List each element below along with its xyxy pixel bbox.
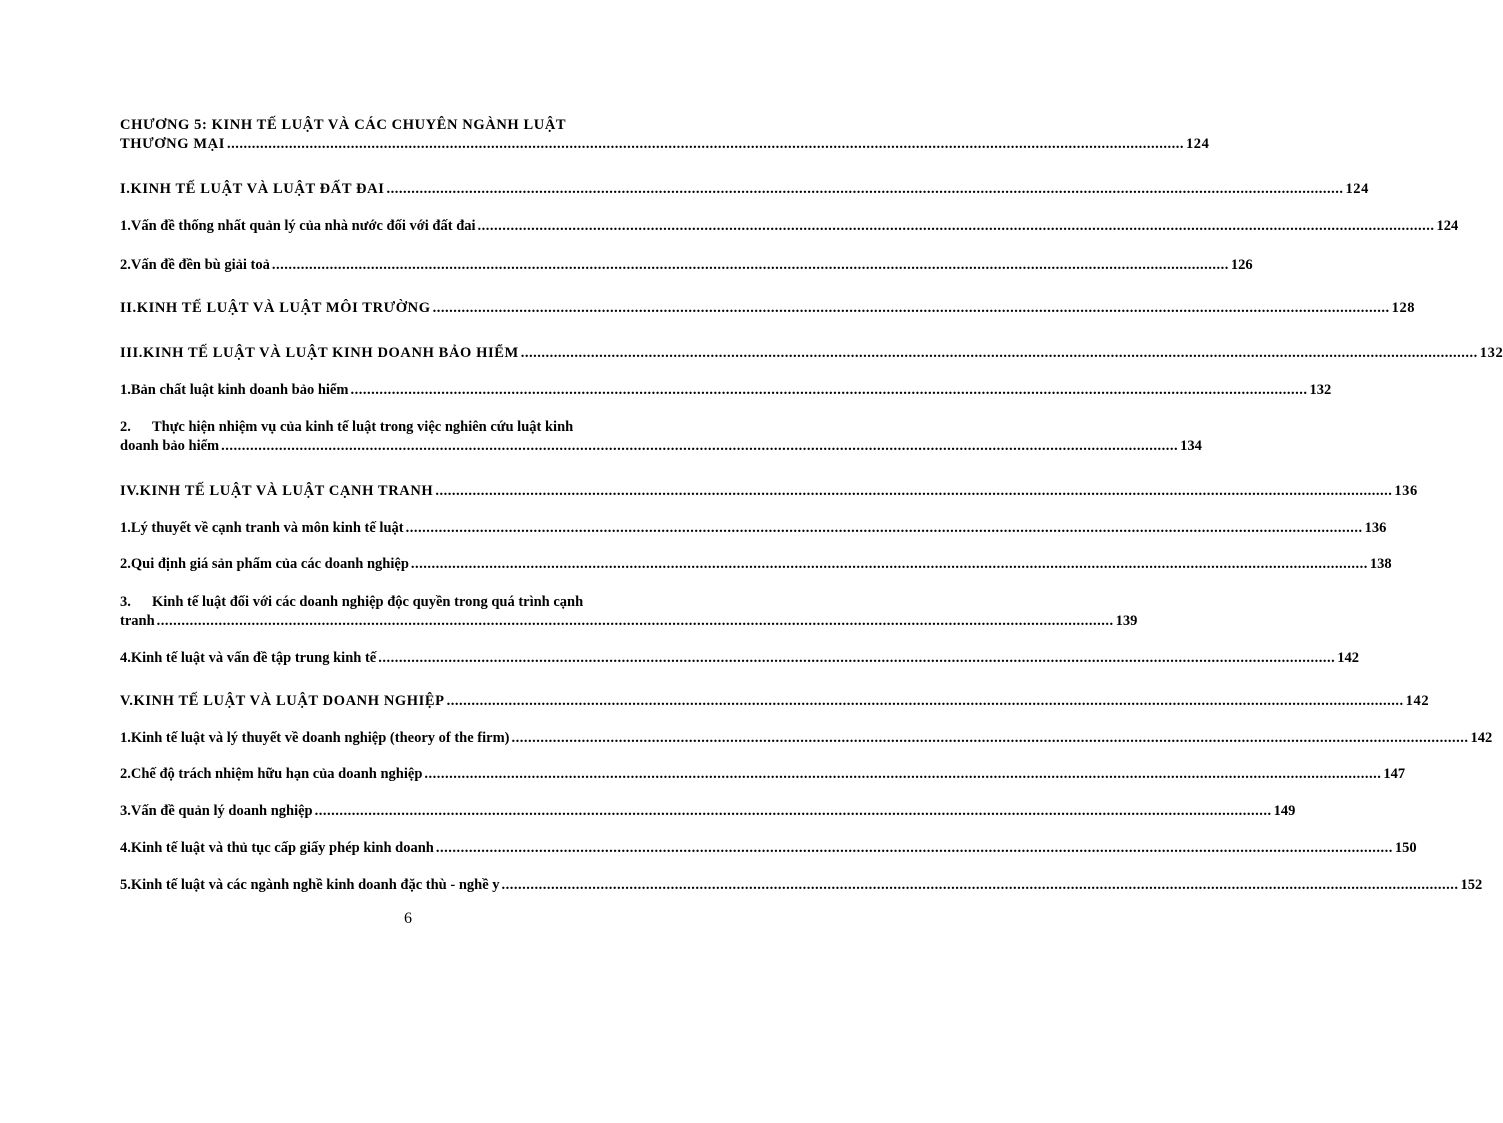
toc-entry-title: Kinh tế luật và vấn đề tập trung kinh tế bbox=[130, 650, 377, 666]
toc-entry-title: Kinh tế luật và các ngành nghề kinh doanh đặc thù - nghề y bbox=[130, 877, 500, 893]
toc-entry-number: III. bbox=[120, 345, 143, 361]
toc-entry[interactable] bbox=[120, 593, 1138, 631]
toc-entry-title: KINH TẾ LUẬT VÀ LUẬT MÔI TRƯỜNG bbox=[136, 300, 431, 316]
dot-leader bbox=[227, 135, 1184, 154]
toc-entry-title: KINH TẾ LUẬT VÀ LUẬT CẠNH TRANH bbox=[139, 483, 434, 499]
toc-entry-title: doanh bảo hiểm bbox=[120, 438, 220, 454]
toc-entry-first-line: Kinh tế luật đối với các doanh nghiệp độc quyền trong quá trình cạnh bbox=[152, 594, 584, 610]
toc-entry[interactable] bbox=[120, 418, 1202, 456]
dot-leader bbox=[435, 482, 1392, 501]
toc-entry-number: 2. bbox=[120, 556, 131, 572]
toc-entry-title: THƯƠNG MẠI bbox=[120, 136, 225, 152]
toc-entry-section-IV[interactable] bbox=[120, 482, 1418, 501]
toc-page-number: 142 bbox=[1405, 693, 1430, 709]
toc-entry[interactable] bbox=[120, 519, 1387, 538]
toc-entry-title: tranh bbox=[120, 613, 155, 629]
toc-entry[interactable] bbox=[120, 649, 1359, 668]
toc-entry-number: 1. bbox=[120, 520, 131, 536]
toc-page-number: 132 bbox=[1479, 345, 1503, 361]
toc-entry-number: 2. bbox=[120, 257, 131, 273]
toc-entry-number: 1. bbox=[120, 218, 131, 234]
toc-page-number: 147 bbox=[1383, 766, 1406, 782]
dot-leader bbox=[478, 217, 1435, 236]
toc-entry[interactable] bbox=[120, 729, 1493, 748]
dot-leader bbox=[447, 692, 1404, 711]
toc-page-number: 150 bbox=[1394, 840, 1417, 856]
toc-entry-first-line: Thực hiện nhiệm vụ của kinh tế luật trong việc nghiên cứu luật kinh bbox=[152, 419, 574, 435]
toc-page-number: 142 bbox=[1470, 730, 1493, 746]
toc-page-number: 152 bbox=[1460, 877, 1483, 893]
toc-entry[interactable] bbox=[120, 555, 1392, 574]
toc-page-number: 142 bbox=[1337, 650, 1359, 666]
toc-entry-title: KINH TẾ LUẬT VÀ LUẬT KINH DOANH BẢO HIỂM bbox=[142, 345, 519, 361]
toc-page-number: 136 bbox=[1364, 520, 1387, 536]
toc-entry-title: Kinh tế luật và lý thuyết về doanh nghiệp (theory of the firm) bbox=[130, 730, 510, 746]
toc-entry[interactable] bbox=[120, 765, 1406, 784]
dot-leader bbox=[436, 839, 1393, 858]
toc-page-number: 136 bbox=[1394, 483, 1418, 499]
dot-leader bbox=[511, 729, 1468, 748]
toc-page-number: 134 bbox=[1180, 438, 1202, 454]
toc-entry-number: V. bbox=[120, 693, 134, 709]
toc-page-number: 126 bbox=[1230, 257, 1253, 273]
dot-leader bbox=[221, 437, 1178, 456]
toc-page-number: 139 bbox=[1115, 613, 1138, 629]
toc-page-number: 128 bbox=[1391, 300, 1416, 316]
toc-entry-number: 3. bbox=[120, 594, 131, 610]
toc-entry-section-II[interactable] bbox=[120, 299, 1416, 318]
toc-page-number: 124 bbox=[1185, 136, 1210, 152]
toc-entry-title: Vấn đề quản lý doanh nghiệp bbox=[130, 803, 313, 819]
toc-entry-number: II. bbox=[120, 300, 137, 316]
toc-page-number: 138 bbox=[1369, 556, 1392, 572]
toc-entry-number: 2. bbox=[120, 766, 131, 782]
toc-entry-number: 4. bbox=[120, 650, 131, 666]
toc-entry-title: Lý thuyết về cạnh tranh và môn kinh tế luật bbox=[130, 520, 404, 536]
dot-leader bbox=[433, 299, 1390, 318]
toc-entry-number: 3. bbox=[120, 803, 131, 819]
toc-entry-number: 1. bbox=[120, 730, 131, 746]
dot-leader bbox=[157, 612, 1114, 631]
dot-leader bbox=[411, 555, 1368, 574]
toc-entry-title: Chế độ trách nhiệm hữu hạn của doanh nghiệp bbox=[130, 766, 423, 782]
toc-entry-chapter-5[interactable] bbox=[120, 116, 1210, 154]
toc-entry[interactable] bbox=[120, 802, 1296, 821]
toc-entry-section-I[interactable] bbox=[120, 180, 1369, 199]
toc-entry-title: Vấn đề đền bù giải toả bbox=[130, 257, 270, 273]
toc-entry-number: 2. bbox=[120, 419, 131, 435]
toc-entry[interactable] bbox=[120, 256, 1253, 275]
toc-entry-title: KINH TẾ LUẬT VÀ LUẬT DOANH NGHIỆP bbox=[133, 693, 445, 709]
toc-entry-title: Bản chất luật kinh doanh bảo hiểm bbox=[130, 382, 349, 398]
toc-page-number: 149 bbox=[1273, 803, 1296, 819]
toc-entry-number: I. bbox=[120, 181, 131, 197]
dot-leader bbox=[315, 802, 1272, 821]
toc-entry-title: Kinh tế luật và thủ tục cấp giấy phép kinh doanh bbox=[130, 840, 434, 856]
toc-entry[interactable] bbox=[120, 876, 1483, 895]
dot-leader bbox=[424, 765, 1381, 784]
toc-entry-number: 4. bbox=[120, 840, 131, 856]
toc-entry-first-line: CHƯƠNG 5: KINH TẾ LUẬT VÀ CÁC CHUYÊN NGÀNH LUẬT bbox=[120, 117, 567, 133]
toc-entry[interactable] bbox=[120, 381, 1332, 400]
toc-page-number: 124 bbox=[1345, 181, 1369, 197]
toc-page-number: 132 bbox=[1309, 382, 1332, 398]
dot-leader bbox=[350, 381, 1307, 400]
toc-page-number: 124 bbox=[1436, 218, 1459, 234]
toc-entry-title: Qui định giá sản phẩm của các doanh nghiệp bbox=[130, 556, 409, 572]
toc-entry-title: KINH TẾ LUẬT VÀ LUẬT ĐẤT ĐAI bbox=[130, 181, 385, 197]
toc-entry-number: 1. bbox=[120, 382, 131, 398]
toc-entry-number: 5. bbox=[120, 877, 131, 893]
dot-leader bbox=[502, 876, 1459, 895]
dot-leader bbox=[406, 519, 1363, 538]
toc-entry-title: Vấn đề thống nhất quản lý của nhà nước đối với đất đai bbox=[130, 218, 476, 234]
toc-entry-number: IV. bbox=[120, 483, 140, 499]
dot-leader bbox=[521, 344, 1478, 363]
toc-entry-section-III[interactable] bbox=[120, 344, 1503, 363]
toc-entry[interactable] bbox=[120, 839, 1417, 858]
dot-leader bbox=[272, 256, 1229, 275]
toc-entry-section-V[interactable] bbox=[120, 692, 1430, 711]
toc-entry[interactable] bbox=[120, 217, 1459, 236]
dot-leader bbox=[378, 649, 1335, 668]
dot-leader bbox=[386, 180, 1343, 199]
footer-page-number: 6 bbox=[404, 910, 412, 927]
